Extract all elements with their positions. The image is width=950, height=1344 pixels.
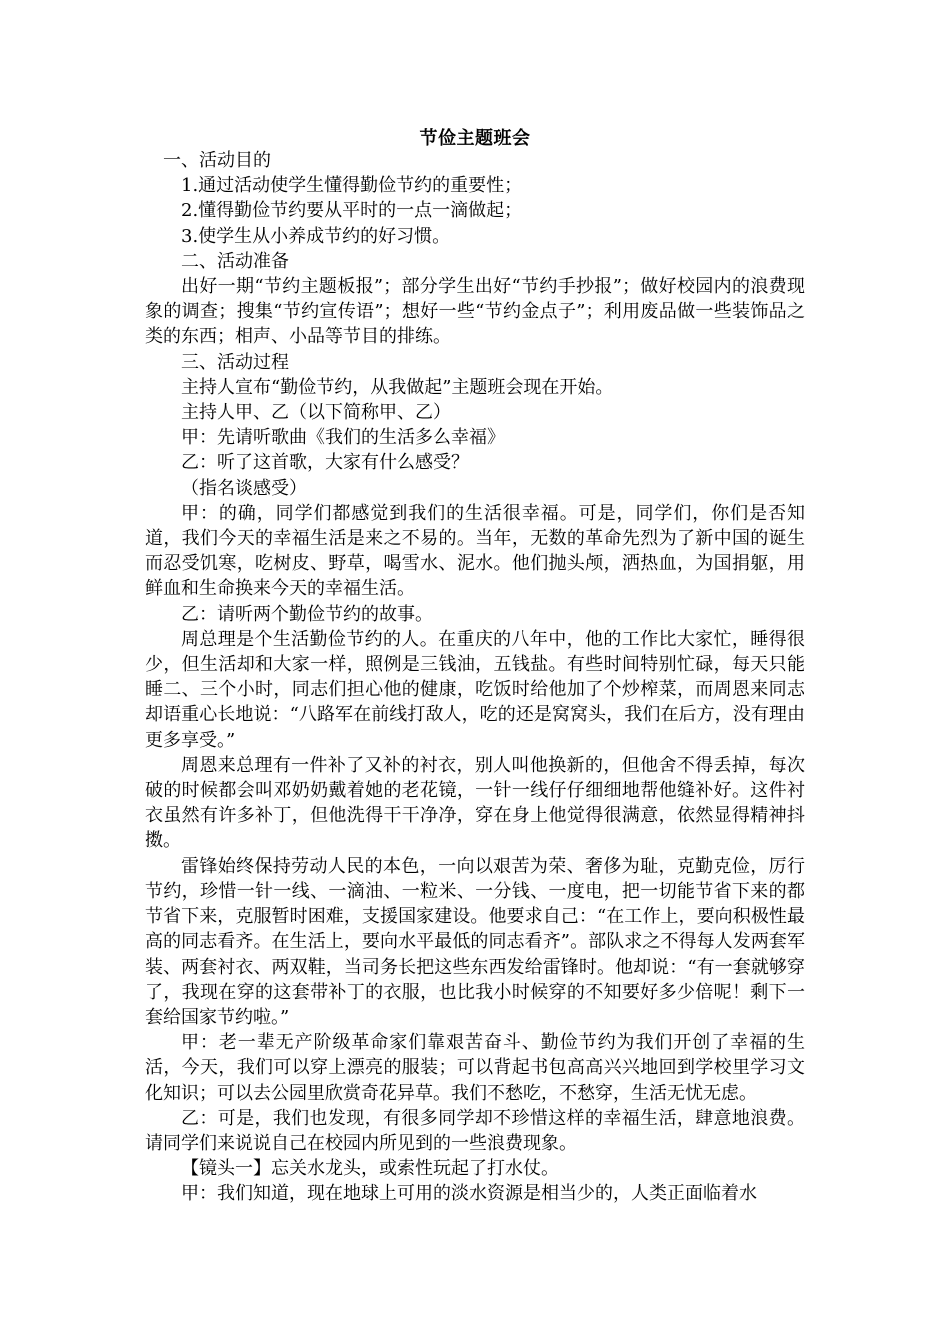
- paragraph: 【镜头一】忘关水龙头，或索性玩起了打水仗。: [181, 1158, 559, 1180]
- paragraph: 乙：听了这首歌，大家有什么感受？: [181, 452, 469, 474]
- paragraph: （指名谈感受）: [181, 477, 307, 499]
- document-body: [145, 148, 805, 1207]
- paragraph: 甲：我们知道，现在地球上可用的淡水资源是相当少的，人类正面临着水: [181, 1183, 757, 1205]
- paragraph: 甲：的确，同学们都感觉到我们的生活很幸福。可是，同学们，你们是否知道，我们今天的幸福生活是来之不易的。当年，无数的革命先烈为了新中国的诞生而忍受饥寒，吃树皮、野草，喝雪水、泥水。他们抛头颅，洒热血，为国捐躯，用鲜血和生命换来今天的幸福生活。: [145, 502, 805, 600]
- purpose-item-3: 3.使学生从小养成节约的好习惯。: [181, 225, 451, 247]
- paragraph: 主持人宣布“勤俭节约，从我做起”主题班会现在开始。: [181, 376, 614, 398]
- section-heading-process: 三、活动过程: [181, 351, 289, 373]
- purpose-item-2: 2.懂得勤俭节约要从平时的一点一滴做起；: [181, 200, 523, 222]
- paragraph: 甲：先请听歌曲《我们的生活多么幸福》: [181, 427, 505, 449]
- paragraph: 周恩来总理有一件补了又补的衬衣，别人叫他换新的，但他舍不得丢掉，每次破的时候都会叫邓奶奶戴着她的老花镜，一针一线仔仔细细地帮他缝补好。这件衬衣虽然有许多补丁，但他洗得干干净净，穿在身上他觉得很满意，依然显得精神抖擞。: [145, 754, 805, 852]
- document-title: 节俭主题班会: [419, 128, 531, 149]
- paragraph: 主持人甲、乙（以下简称甲、乙）: [181, 402, 451, 424]
- paragraph: 甲：老一辈无产阶级革命家们靠艰苦奋斗、勤俭节约为我们开创了幸福的生活，今天，我们可以穿上漂亮的服装；可以背起书包高高兴兴地回到学校里学习文化知识；可以去公园里欣赏奇花异草。我们不愁吃，不愁穿，生活无忧无虑。: [145, 1032, 805, 1104]
- section-heading-preparation: 二、活动准备: [181, 250, 289, 272]
- paragraph: 雷锋始终保持劳动人民的本色，一向以艰苦为荣、奢侈为耻，克勤克俭，厉行节约，珍惜一针一线、一滴油、一粒米、一分钱、一度电，把一切能节省下来的都节省下来，克服暂时困难，支援国家建设。他要求自己：“在工作上，要向积极性最高的同志看齐。在生活上，要向水平最低的同志看齐”。部队求之不得每人发两套军装、两套衬衣、两双鞋，当司务长把这些东西发给雷锋时。他却说：“有一套就够穿了，我现在穿的这套带补丁的衣服，也比我小时候穿的不知要好多少倍呢！剩下一套给国家节约啦。”: [145, 855, 805, 1028]
- paragraph: 乙：请听两个勤俭节约的故事。: [181, 603, 433, 625]
- paragraph: 出好一期“节约主题板报”；部分学生出好“节约手抄报”；做好校园内的浪费现象的调查；搜集“节约宣传语”；想好一些“节约金点子”；利用废品做一些装饰品之类的东西；相声、小品等节目的排练。: [145, 276, 805, 348]
- paragraph: 乙：可是，我们也发现，有很多同学却不珍惜这样的幸福生活，肆意地浪费。请同学们来说说自己在校园内所见到的一些浪费现象。: [145, 1107, 805, 1154]
- section-heading-purpose: 一、活动目的: [163, 150, 271, 171]
- paragraph: 周总理是个生活勤俭节约的人。在重庆的八年中，他的工作比大家忙，睡得很少，但生活却和大家一样，照例是三钱油，五钱盐。有些时间特别忙碌，每天只能睡二、三个小时，同志们担心他的健康，吃饭时给他加了个炒榨菜，而周恩来同志却语重心长地说：“八路军在前线打敌人，吃的还是窝窝头，我们在后方，没有理由更多享受。”: [145, 628, 805, 751]
- purpose-item-1: 1.通过活动使学生懂得勤俭节约的重要性；: [181, 175, 523, 197]
